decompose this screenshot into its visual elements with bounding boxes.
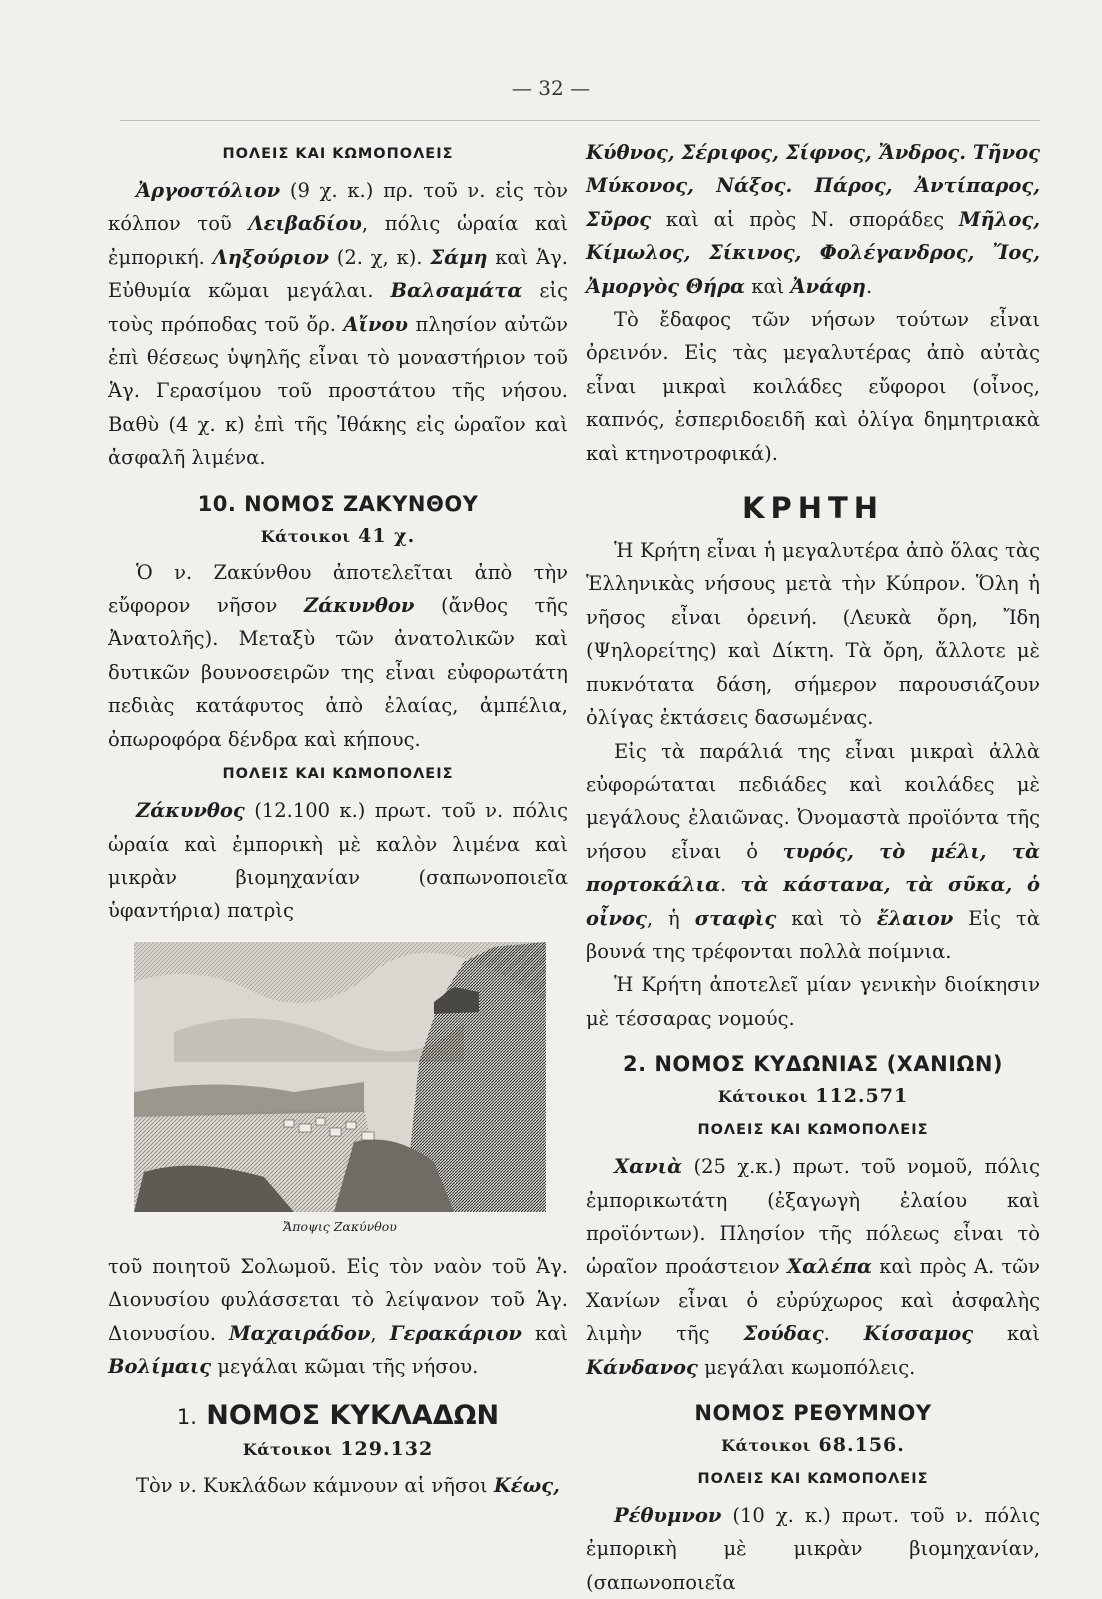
right-column [586,136,1040,1599]
emphasized-place-name: Βαλσαμάτα [390,279,523,303]
text-run: , ἡ [646,906,695,930]
emphasized-place-name: Κέως, [493,1474,560,1498]
text-run: καὶ [973,1322,1040,1346]
emphasized-place-name: Αἴνου [343,312,409,336]
text-run: (9 χ. κ.) πρ. τοῦ ν. εἰς τὸν κόλπον τοῦ [108,179,568,236]
paragraph [108,1250,568,1384]
section-caption: ΠΟΛΕΙΣ ΚΑΙ ΚΩΜΟΠΟΛΕΙΣ [222,766,454,783]
emphasized-place-name: Μαχαιράδον [229,1321,371,1345]
text-run: καὶ τὸ [776,906,877,930]
paragraph [108,1469,568,1502]
emphasized-place-name: Χαλέπα [787,1255,872,1279]
engraving-figure [134,942,546,1238]
emphasized-place-name: Ἀνάφη [790,274,866,298]
paragraph [586,303,1040,470]
section-heading-crete: ΚΡΗΤΗ [741,491,885,526]
emphasized-place-name: Κάνδανος [586,1355,698,1379]
text-run: καὶ [745,274,791,298]
heading-title: ΝΟΜΟΣ ΚΥΚΛΑΔΩΝ [206,1400,500,1432]
emphasized-place-name: Γερακάριον [389,1321,522,1345]
paragraph [108,174,568,475]
population-value: 129.132 [340,1438,434,1461]
paragraph [586,735,1040,969]
population-label: Κάτοικοι [717,1087,808,1107]
population-value: 41 χ. [358,524,416,547]
section-heading-kyklades [108,1399,568,1434]
heading-number: 2. [622,1052,647,1077]
emphasized-place-name: τυρός, τὸ μέλι, τὰ πορτοκάλια [586,839,1040,897]
text-run: καὶ [521,1321,569,1345]
paragraph [586,136,1040,303]
text-run: καὶ Ἁγ. Εὐθυμία κῶμαι μεγάλαι. [108,245,568,303]
text-run: Ὁ ν. Ζακύνθου ἀποτελεῖται ἀπὸ τὴν εὔφορον νῆσον [108,560,568,618]
emphasized-place-name: τὰ κάστανα, τὰ σῦκα, ὁ οἶνος [586,873,1040,930]
zakynthos-engraving-image [134,942,546,1212]
population-value: 112.571 [815,1085,909,1108]
heading-number: 1. [176,1405,197,1430]
population-line [108,521,568,552]
population-line [586,1430,1040,1461]
text-run: μεγάλαι κωμοπόλεις. [697,1355,916,1379]
emphasized-place-name: σταφὶς [694,906,777,930]
text-run: Εἰς τὰ βουνά της τρέφονται πολλὰ ποίμνια. [586,906,1041,963]
text-run: καὶ αἱ πρὸς Ν. σποράδες [651,207,959,231]
section-heading-kydonia [586,1049,1040,1079]
text-run: μεγάλαι κῶμαι τῆς νήσου. [211,1354,479,1378]
emphasized-place-name: Μῆλος, Κίμωλος, Σίκινος, Φολέγανδρος, Ἴος, Ἀμοργὸς Θήρα [586,207,1040,298]
heading-title: ΝΟΜΟΣ ΚΥΔΩΝΙΑΣ (ΧΑΝΙΩΝ) [654,1052,1004,1077]
section-caption: ΠΟΛΕΙΣ ΚΑΙ ΚΩΜΟΠΟΛΕΙΣ [697,1122,929,1139]
section-heading-rethymno: ΝΟΜΟΣ ΡΕΘΥΜΝΟΥ [694,1401,932,1425]
text-run: Εἰς τὰ παράλιά της εἶναι μικραὶ ἀλλὰ εὐφορώταται πεδιάδες καὶ κοιλάδες μὲ μεγάλους ἐλαιῶνας. Ὀνομαστὰ προϊόντα τῆς νήσου εἶναι ὁ [586,739,1040,863]
text-run: . [720,873,741,897]
text-run: . [823,1322,864,1346]
text-run: , [370,1321,390,1345]
text-run: (2. χ, κ). [328,245,431,269]
emphasized-place-name: Σούδας [743,1322,824,1346]
section-caption: ΠΟΛΕΙΣ ΚΑΙ ΚΩΜΟΠΟΛΕΙΣ [697,1471,929,1487]
population-value: 68.156. [818,1434,905,1456]
section-heading-zakynthos [108,489,568,519]
emphasized-place-name: Ληξούριον [212,245,329,269]
emphasized-place-name: Σάμη [430,245,488,269]
header-rule [120,120,1040,121]
text-run: , πόλις ὡραία καὶ ἐμπορική. [108,212,569,269]
text-run: Ἡ Κρήτη ἀποτελεῖ μίαν γενικὴν διοίκησιν μὲ τέσσαρας νομούς. [586,973,1040,1030]
paragraph [586,968,1040,1035]
text-run: (25 χ.κ.) πρωτ. τοῦ νομοῦ, πόλις ἐμπορικωτάτη (ἐξαγωγὴ ἐλαίου καὶ προϊόντων). Πλησίον τῆς πόλεως εἶναι τὸ ὡραῖον προάστειον [586,1155,1040,1279]
text-run: καὶ πρὸς Α. τῶν Χανίων εἶναι ὁ εὐρύχωρος καὶ ἀσφαλὴς λιμὴν τῆς [586,1255,1040,1346]
heading-title: ΝΟΜΟΣ ΖΑΚΥΝΘΟΥ [244,491,479,516]
emphasized-place-name: Ἀργοστόλιον [136,179,281,202]
population-line [108,1434,568,1465]
emphasized-place-name: ἔλαιον [876,906,954,930]
population-label: Κάτοικοι [721,1436,811,1455]
text-run: Ἡ Κρήτη εἶναι ἡ μεγαλυτέρα ἀπὸ ὅλας τὰς Ἑλληνικὰς νήσους μετὰ τὴν Κύπρον. Ὅλη ἡ νῆσος εἶναι ὀρεινή. (Λευκὰ ὄρη, Ἴδη (Ψηλορείτης) καὶ Δίκτη. Τὰ ὄρη, ἄλλοτε μὲ πυκνότατα δάση, σήμερον παρουσιάζουν ὀλίγας ἐκτάσεις δασωμένας. [586,539,1040,730]
emphasized-place-name: Λειβαδίου [248,212,362,236]
emphasized-place-name: Χανιὰ [614,1155,683,1179]
text-run: Τὸν ν. Κυκλάδων κάμνουν αἱ νῆσοι [136,1474,494,1498]
text-run: . [865,274,873,298]
section-caption: ΠΟΛΕΙΣ ΚΑΙ ΚΩΜΟΠΟΛΕΙΣ [222,146,454,162]
text-run: (10 χ. κ.) πρωτ. τοῦ ν. πόλις ἐμπορικὴ μὲ μικρὰν βιομηχανίαν, (σαπωνοποιεῖα [586,1504,1040,1594]
paragraph [108,794,568,928]
text-run: εἰς τοὺς πρόποδας τοῦ ὄρ. [108,279,569,336]
text-run: Τὸ ἔδαφος τῶν νήσων τούτων εἶναι ὀρεινόν. Εἰς τὰς μεγαλυτέρας ἀπὸ αὐτὰς εἶναι μικραὶ κοιλάδες εὔφοροι (οἶνος, καπνός, ἑσπεριδοειδῆ καὶ ὀλίγα δημητριακὰ καὶ κτηνοτροφικά). [586,308,1040,465]
emphasized-place-name: Ζάκυνθον [303,594,415,618]
emphasized-place-name: Κίσσαμος [863,1322,974,1346]
text-run: (ἄνθος τῆς Ἀνατολῆς). Μεταξὺ τῶν ἀνατολικῶν καὶ δυτικῶν βουνοσειρῶν της εἶναι εὐφορωτάτη πεδιὰς κατάφυτος ἀπὸ ἐλαίας, ἀμπέλια, ὀπωροφόρα δένδρα καὶ κήπους. [108,594,568,751]
emphasized-place-name: Βολίμαις [108,1354,212,1378]
emphasized-place-name: Ρέθυμνον [614,1504,722,1527]
emphasized-place-name: Ζάκυνθος [136,799,245,823]
text-run: πλησίον αὐτῶν ἐπὶ θέσεως ὑψηλῆς εἶναι τὸ μοναστήριον τοῦ Ἁγ. Γερασίμου τοῦ προστάτου τῆς νήσου. Βαθὺ (4 χ. κ) ἐπὶ τῆς Ἰθάκης εἰς ὡραῖον καὶ ἀσφαλῆ λιμένα. [108,312,568,470]
population-label: Κάτοικοι [242,1440,333,1460]
text-run: (12.100 κ.) πρωτ. τοῦ ν. πόλις ὡραία καὶ ἐμπορικὴ μὲ καλὸν λιμένα καὶ μικρὰν βιομηχανίαν (σαπωνοποιεῖα ὑφαντήρια) πατρὶς [108,799,568,923]
figure-caption: Ἄποψις Ζακύνθου [283,1218,397,1234]
paragraph [586,1499,1040,1599]
paragraph [108,556,568,756]
paragraph [586,534,1040,734]
population-label: Κάτοικοι [260,526,351,546]
page-number: — 32 — [511,76,591,100]
heading-number: 10. [197,491,237,516]
text-run: τοῦ ποιητοῦ Σολωμοῦ. Εἰς τὸν ναὸν τοῦ Ἁγ. Διονυσίου φυλάσσεται τὸ λείψανον τοῦ Ἁγ. Διονυσίου. [108,1254,568,1345]
emphasized-place-name: Κύθνος, Σέριφος, Σίφνος, Ἄνδρος. Τῆνος Μύκονος, Νάξος. Πάρος, Ἀντίπαρος, Σῦρος [586,141,1040,231]
population-line [586,1081,1040,1112]
left-column [108,136,568,1503]
paragraph [586,1150,1040,1384]
